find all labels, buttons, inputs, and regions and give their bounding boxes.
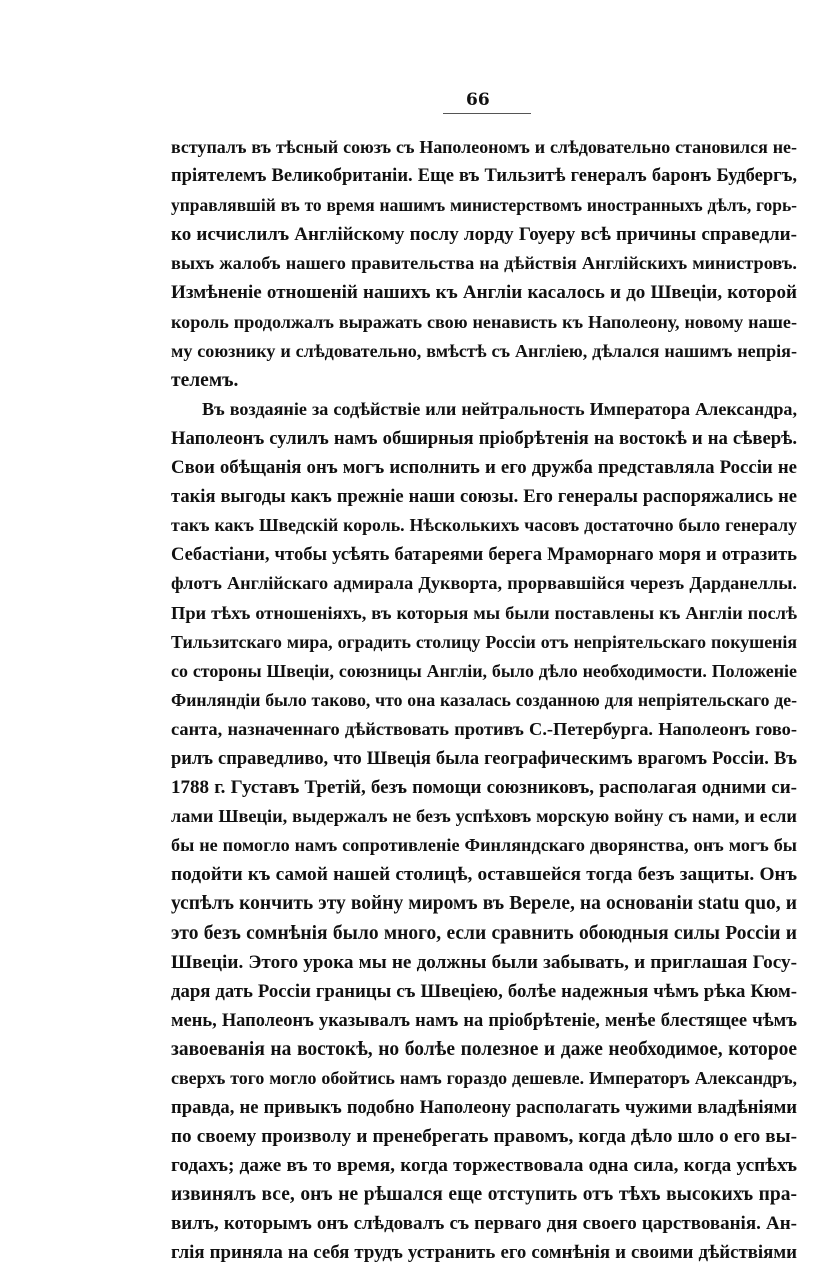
text-line: Себастіани, чтобы усѣять батареями берега Мраморнаго моря и отразить: [171, 544, 797, 566]
text-line: это безъ сомнѣнія было много, если сравнить обоюдныя силы Россіи и: [171, 922, 797, 944]
text-line: со стороны Швеціи, союзницы Англіи, было дѣло необходимости. Положеніе: [171, 660, 797, 681]
paragraph-2: [171, 395, 797, 1267]
text-line: Тильзитскаго мира, оградить столицу Россіи отъ непріятельскаго покушенія: [171, 631, 797, 652]
text-line: успѣлъ кончить эту войну миромъ въ Вереле, на основаніи statu quo, и: [171, 893, 797, 915]
text-line: такія выгоды какъ прежніе наши союзы. Его генералы распоряжались не: [171, 486, 797, 508]
text-line: телемъ.: [171, 369, 239, 391]
text-line: даря дать Россіи границы съ Швеціею, болѣе надежныя чѣмъ рѣка Кюм-: [171, 980, 797, 1002]
text-line: Свои обѣщанія онъ могъ исполнить и его дружба представляла Россіи не: [171, 457, 797, 479]
text-line: подойти къ самой нашей столицѣ, оставшейся тогда безъ защиты. Онъ: [171, 864, 797, 886]
text-line: сверхъ того могло обойтись намъ гораздо дешевле. Императоръ Александръ,: [171, 1068, 797, 1088]
page-number: 66: [466, 90, 490, 110]
text-line: бы не помогло намъ сопротивленіе Финляндскаго дворянства, онъ могъ бы: [171, 835, 797, 856]
text-line: годахъ; даже въ то время, когда торжествовала одна сила, когда успѣхъ: [171, 1155, 797, 1177]
text-line: извинялъ все, онъ не рѣшался еще отступить отъ тѣхъ высокихъ пра-: [171, 1184, 797, 1206]
text-line: Наполеонъ сулилъ намъ обширныя пріобрѣтенія на востокѣ и на сѣверѣ.: [171, 427, 797, 449]
page-number-rule: [443, 113, 531, 114]
body-text: [171, 133, 797, 1267]
text-line: Измѣненіе отношеній нашихъ къ Англіи касалось и до Швеціи, которой: [171, 282, 797, 304]
text-line: глія приняла на себя трудъ устранить его сомнѣнія и своими дѣйствіями: [171, 1241, 797, 1263]
text-line: вилъ, которымъ онъ слѣдовалъ съ перваго дня своего царствованія. Ан-: [171, 1213, 797, 1235]
text-line: правда, не привыкъ подобно Наполеону располагать чужими владѣніями: [171, 1097, 797, 1119]
text-line: При тѣхъ отношеніяхъ, въ которыя мы были поставлены къ Англіи послѣ: [171, 602, 797, 623]
text-line: 1788 г. Густавъ Третій, безъ помощи союзниковъ, располагая одними си-: [171, 777, 797, 799]
text-line: пріятелемъ Великобританіи. Еще въ Тильзитѣ генералъ баронъ Будбергъ,: [171, 166, 797, 187]
text-line: Швеціи. Этого урока мы не должны были забывать, и приглашая Госу-: [171, 951, 797, 973]
text-line: рилъ справедливо, что Швеція была географическимъ врагомъ Россіи. Въ: [171, 747, 797, 768]
text-line: мень, Наполеонъ указывалъ намъ на пріобрѣтеніе, менѣе блестящее чѣмъ: [171, 1009, 797, 1030]
text-line: завоеванія на востокѣ, но болѣе полезное и даже необходимое, которое: [171, 1038, 797, 1060]
text-line: Въ воздаяніе за содѣйствіе или нейтральность Императора Александра,: [202, 398, 797, 419]
text-line: такъ какъ Шведскій король. Нѣсколькихъ часовъ достаточно было генералу: [171, 515, 797, 536]
text-line: му союзнику и слѣдовательно, вмѣстѣ съ Англіею, дѣлался нашимъ непрія-: [171, 340, 797, 361]
text-line: ко исчислилъ Англійскому послу лорду Гоуеру всѣ причины справедли-: [171, 224, 797, 246]
paragraph-1: [171, 133, 797, 395]
text-line: управлявшій въ то время нашимъ министерствомъ иностранныхъ дѣлъ, горь-: [171, 195, 797, 216]
text-line: санта, назначеннаго дѣйствовать противъ С.-Петербурга. Наполеонъ гово-: [171, 718, 797, 739]
text-line: флотъ Англійскаго адмирала Дукворта, прорвавшійся черезъ Дарданеллы.: [171, 573, 797, 594]
text-line: вступалъ въ тѣсный союзъ съ Наполеономъ и слѣдовательно становился не-: [171, 137, 797, 157]
text-line: выхъ жалобъ нашего правительства на дѣйствія Англійскихъ министровъ.: [171, 253, 797, 274]
text-line: по своему произволу и пренебрегать правомъ, когда дѣло шло о его вы-: [171, 1126, 797, 1148]
text-line: король продолжалъ выражать свою ненависть къ Наполеону, новому наше-: [171, 311, 797, 332]
text-line: лами Швеціи, выдержалъ не безъ успѣховъ морскую войну съ нами, и если: [171, 806, 797, 827]
text-line: Финляндіи было таково, что она казалась созданною для непріятельскаго де-: [171, 689, 797, 710]
